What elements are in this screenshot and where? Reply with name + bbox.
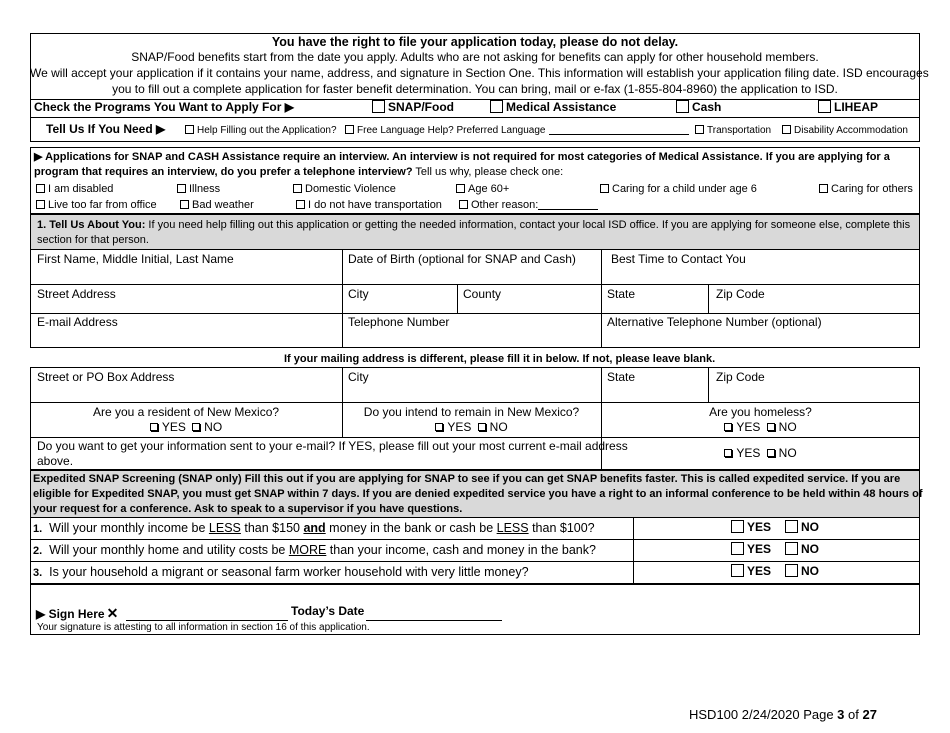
- checkbox-icon[interactable]: [192, 423, 200, 431]
- checkbox-icon[interactable]: [345, 125, 354, 134]
- need-transportation[interactable]: Transportation: [695, 125, 771, 137]
- notice-line-2: We will accept your application if it contains your name, address, and signature in Section One. This information will establish your application filing date. ISD encourages: [30, 66, 929, 80]
- checkbox-icon[interactable]: [819, 184, 828, 193]
- expedited-line-2: eligible for Expedited SNAP, you must get SNAP within 7 days. If you are denied expedited service you have a right to an informal conference to be held within 48 hours of: [33, 488, 923, 500]
- checkbox-icon[interactable]: [150, 423, 158, 431]
- checkbox-icon[interactable]: [724, 423, 732, 431]
- program-medical[interactable]: Medical Assistance: [490, 100, 616, 115]
- field-dob-label[interactable]: Date of Birth (optional for SNAP and Cash): [348, 252, 576, 266]
- date-label: Today’s Date: [291, 604, 365, 618]
- q2-answers: YES NO: [731, 542, 819, 557]
- checkbox-icon[interactable]: [293, 184, 302, 193]
- interview-line-2: program that requires an interview, do you prefer a telephone interview? Tell us why, please check one:: [34, 166, 564, 178]
- email-question-line2: above.: [37, 454, 74, 468]
- checkbox-icon[interactable]: [177, 184, 186, 193]
- checkbox-icon[interactable]: [490, 100, 503, 113]
- divider: [708, 284, 709, 313]
- remain-question: Do you intend to remain in New Mexico?: [363, 405, 580, 419]
- program-liheap[interactable]: LIHEAP: [818, 100, 878, 115]
- divider: [30, 402, 920, 403]
- checkbox-icon[interactable]: [731, 520, 744, 533]
- notice-line-1: SNAP/Food benefits start from the date you apply. Adults who are not asking for benefits can apply for other household members.: [131, 50, 819, 64]
- checkbox-icon[interactable]: [767, 423, 775, 431]
- reason-far[interactable]: Live too far from office: [36, 199, 157, 212]
- checkbox-icon[interactable]: [676, 100, 689, 113]
- program-snap[interactable]: SNAP/Food: [372, 100, 454, 115]
- other-reason-line[interactable]: [538, 209, 598, 210]
- need-help-filling[interactable]: Help Filling out the Application?: [185, 125, 337, 137]
- divider: [30, 249, 920, 250]
- checkbox-icon[interactable]: [478, 423, 486, 431]
- field-alt-phone-label[interactable]: Alternative Telephone Number (optional): [607, 315, 822, 329]
- field-phone-label[interactable]: Telephone Number: [348, 315, 450, 329]
- reason-caring-others[interactable]: Caring for others: [819, 183, 913, 196]
- section1-heading: 1. Tell Us About You: If you need help filling out this application or getting the needed information, contact your local ISD office. If you are applying for someone else, complete this: [37, 219, 911, 231]
- reason-domestic-violence[interactable]: Domestic Violence: [293, 183, 396, 196]
- divider: [342, 249, 343, 348]
- field-city-label[interactable]: City: [348, 287, 369, 301]
- interview-line-1: ▶ Applications for SNAP and CASH Assistance require an interview. An interview is not required for most categories of Medical Assistance. If you are applying for a: [34, 151, 890, 163]
- q1-answers: YES NO: [731, 520, 819, 535]
- checkbox-icon[interactable]: [724, 449, 732, 457]
- reason-disabled[interactable]: I am disabled: [36, 183, 113, 196]
- program-cash[interactable]: Cash: [676, 100, 721, 115]
- reason-weather[interactable]: Bad weather: [180, 199, 254, 212]
- expedited-line-3: your request for a conference. Ask to speak to a supervisor if you have questions.: [33, 503, 463, 515]
- checkbox-icon[interactable]: [731, 564, 744, 577]
- q3-answers: YES NO: [731, 564, 819, 579]
- notice-line-3: you to fill out a complete application for faster benefit determination. You can bring, mail or e-fax (1-855-804-8960) the application to ISD.: [112, 82, 838, 96]
- programs-label: Check the Programs You Want to Apply For ▶: [34, 100, 294, 114]
- expedited-q2: 2. Will your monthly home and utility costs be MORE than your income, cash and money in the bank?: [33, 543, 596, 557]
- divider: [30, 561, 920, 562]
- mailing-street-label[interactable]: Street or PO Box Address: [37, 370, 175, 384]
- need-language[interactable]: Free Language Help? Preferred Language: [345, 125, 689, 137]
- signature-line[interactable]: [126, 620, 288, 621]
- checkbox-icon[interactable]: [785, 542, 798, 555]
- mailing-state-label[interactable]: State: [607, 370, 636, 384]
- checkbox-icon[interactable]: [456, 184, 465, 193]
- resident-question: Are you a resident of New Mexico?: [92, 405, 280, 419]
- divider: [30, 539, 920, 540]
- checkbox-icon[interactable]: [695, 125, 704, 134]
- checkbox-icon[interactable]: [36, 184, 45, 193]
- divider: [708, 367, 709, 402]
- needs-label: Tell Us If You Need ▶: [46, 122, 166, 136]
- checkbox-icon[interactable]: [785, 564, 798, 577]
- checkbox-icon[interactable]: [785, 520, 798, 533]
- email-question: Do you want to get your information sent to your e-mail? If YES, please fill out your most current e-mail address: [37, 439, 628, 453]
- divider: [30, 313, 920, 314]
- field-zip-label[interactable]: Zip Code: [716, 287, 765, 301]
- reason-transportation[interactable]: I do not have transportation: [296, 199, 442, 212]
- section1-heading-line2: section for that person.: [37, 234, 149, 246]
- field-state-label[interactable]: State: [607, 287, 636, 301]
- checkbox-icon[interactable]: [185, 125, 194, 134]
- divider: [30, 437, 920, 438]
- divider: [633, 517, 634, 584]
- checkbox-icon[interactable]: [459, 200, 468, 209]
- checkbox-icon[interactable]: [435, 423, 443, 431]
- checkbox-icon[interactable]: [818, 100, 831, 113]
- divider: [30, 517, 920, 518]
- mailing-note: If your mailing address is different, please fill it in below. If not, please leave blank.: [284, 353, 716, 365]
- checkbox-icon[interactable]: [372, 100, 385, 113]
- mailing-zip-label[interactable]: Zip Code: [716, 370, 765, 384]
- reason-other[interactable]: Other reason:: [459, 199, 598, 212]
- page-footer: HSD100 2/24/2020 Page 3 of 27: [689, 707, 877, 722]
- expedited-line-1: Expedited SNAP Screening (SNAP only) Fill this out if you are applying for SNAP to see if you can get SNAP benefits faster. This is called expedited service. If you are: [33, 473, 901, 485]
- language-line[interactable]: [549, 134, 689, 135]
- reason-child[interactable]: Caring for a child under age 6: [600, 183, 757, 196]
- checkbox-icon[interactable]: [296, 200, 305, 209]
- divider: [601, 249, 602, 348]
- homeless-options: YES NO: [601, 421, 920, 435]
- checkbox-icon[interactable]: [600, 184, 609, 193]
- expedited-q3: 3. Is your household a migrant or seasonal farm worker household with very little money?: [33, 565, 529, 579]
- field-street-label[interactable]: Street Address: [37, 287, 116, 301]
- reason-age[interactable]: Age 60+: [456, 183, 509, 196]
- checkbox-icon[interactable]: [36, 200, 45, 209]
- divider: [30, 284, 920, 285]
- need-disability[interactable]: Disability Accommodation: [782, 125, 908, 137]
- notice-title: You have the right to file your application today, please do not delay.: [271, 35, 679, 49]
- checkbox-icon[interactable]: [782, 125, 791, 134]
- resident-options: YES NO: [30, 421, 342, 435]
- mailing-city-label[interactable]: City: [348, 370, 369, 384]
- x-mark-icon: ✕: [106, 605, 119, 621]
- field-best-time-label[interactable]: Best Time to Contact You: [611, 252, 746, 266]
- signature-attest: Your signature is attesting to all information in section 16 of this application.: [37, 622, 370, 633]
- email-options: YES NO: [601, 447, 920, 461]
- remain-options: YES NO: [342, 421, 601, 435]
- checkbox-icon[interactable]: [180, 200, 189, 209]
- field-email-label[interactable]: E-mail Address: [37, 315, 118, 329]
- checkbox-icon[interactable]: [767, 449, 775, 457]
- date-line[interactable]: [366, 620, 502, 621]
- expedited-q1: 1. Will your monthly income be LESS than $150 and money in the bank or cash be LESS than $100?: [33, 521, 595, 535]
- homeless-question: Are you homeless?: [709, 405, 812, 419]
- sign-here-label: ▶ Sign Here ✕: [36, 605, 119, 621]
- reason-illness[interactable]: Illness: [177, 183, 220, 196]
- divider: [457, 284, 458, 313]
- checkbox-icon[interactable]: [731, 542, 744, 555]
- field-name-label[interactable]: First Name, Middle Initial, Last Name: [37, 252, 234, 266]
- field-county-label[interactable]: County: [463, 287, 502, 301]
